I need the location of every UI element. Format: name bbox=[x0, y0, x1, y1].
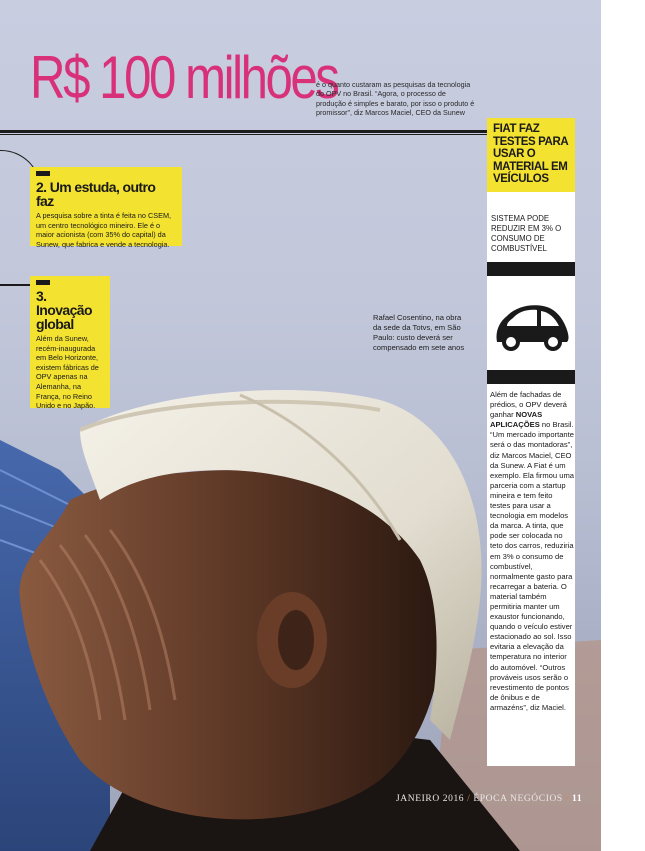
info-box-3 bbox=[30, 276, 110, 411]
sidebar-title: FIAT FAZ TESTES PARA USAR O MATERIAL EM VEÍCULOS bbox=[487, 118, 575, 192]
footer-month: JANEIRO 2016 bbox=[396, 794, 465, 804]
info-box-3-title: 3. Inovação global bbox=[36, 288, 92, 332]
sidebar-body bbox=[490, 390, 574, 713]
box-tag bbox=[36, 171, 50, 176]
info-box-2 bbox=[30, 167, 182, 249]
headline: R$ 100 milhões bbox=[30, 44, 338, 111]
headline-caption: é o quanto custaram as pesquisas da tecnologia do OPV no Brasil. “Agora, o processo de produção é simples e barato, por isso o produto é promissor”, diz Marcos Maciel, CEO da Sunew bbox=[316, 80, 475, 118]
sidebar-band-bottom bbox=[487, 370, 575, 384]
divider-rule-thin bbox=[0, 134, 488, 135]
divider-rule bbox=[0, 130, 488, 133]
sidebar-band-top bbox=[487, 262, 575, 276]
sidebar bbox=[487, 118, 575, 766]
page-margin bbox=[601, 0, 645, 851]
sidebar-body-bold: NOVAS APLICAÇÕES bbox=[490, 410, 543, 430]
footer-magazine: ÉPOCA NEGÓCIOS bbox=[473, 794, 563, 804]
sidebar-body-intro: Além de fachadas de prédios, o OPV deverá ganhar bbox=[490, 390, 567, 420]
page-number: 11 bbox=[572, 794, 583, 804]
footer-separator: / bbox=[467, 794, 471, 804]
info-box-2-text: A pesquisa sobre a tinta é feita no CSEM, um centro tecnológico mineiro. Ele é o maior acionista (com 35% do capital) da Sunew, que fabrica e vende a tecnologia. bbox=[36, 211, 172, 249]
car-icon bbox=[491, 294, 571, 356]
page-footer bbox=[396, 794, 582, 804]
info-box-3-text: Além da Sunew, recém-inaugurada em Belo Horizonte, existem fábricas de OPV apenas na Alemanha, na França, no Reino Unido e no Japão. bbox=[36, 334, 99, 411]
photo-caption: Rafael Cosentino, na obra da sede da Totvs, em São Paulo: custo deverá ser compensado em sete anos bbox=[373, 313, 465, 352]
connector-line-2 bbox=[0, 284, 34, 286]
sidebar-body-rest: no Brasil. “Um mercado importante será o das montadoras”, diz Marcos Maciel, CEO da Sunew. A Fiat é um exemplo. Ela firmou uma parceria com a startup mineira e tem feito testes para usar a tecnologia em modelos da marca. A tinta, que pode ser colocada no teto dos carros, reduziria em 3% o consumo de combustível, normalmente gasto para recarregar a bateria. O material também permitiria manter um exaustor funcionando, quando o veículo estiver estacionado ao sol. Isso evitaria a elevação da temperatura no interior do automóvel. “Outros prováveis usos serão o revestimento de pontos de ônibus e de armazéns”, diz Maciel. bbox=[490, 420, 574, 712]
footer-separator-2: / bbox=[565, 794, 570, 804]
box-tag bbox=[36, 280, 50, 285]
sidebar-subtitle: SISTEMA PODE REDUZIR EM 3% O CONSUMO DE COMBUSTÍVEL bbox=[491, 214, 562, 253]
info-box-2-title: 2. Um estuda, outro faz bbox=[36, 179, 156, 209]
